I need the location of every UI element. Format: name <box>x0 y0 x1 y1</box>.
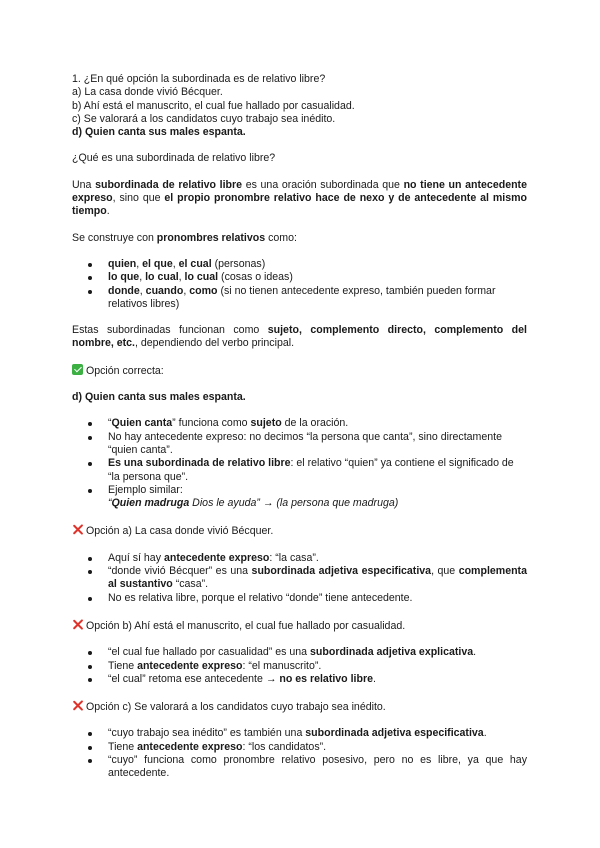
correct-explanation-list <box>72 417 527 510</box>
correct-option-label: Opción correcta: <box>72 364 527 378</box>
list-item: Aquí sí hay antecedente expreso: “la casa”. <box>72 552 527 565</box>
definition-paragraph: Una subordinada de relativo libre es una oración subordinada que no tiene un antecedente expreso, sino que el propio pronombre relativo hace de nexo y de antecedente al mismo tiempo. <box>72 178 527 218</box>
option-c-text: c) Se valorará a los candidatos cuyo trabajo sea inédito. <box>72 112 336 125</box>
option-a-label: Opción a) La casa donde vivió Bécquer. <box>72 524 527 538</box>
check-mark-icon <box>72 364 83 375</box>
list-item: “Quien canta” funciona como sujeto de la oración. <box>72 417 527 430</box>
relative-pronouns-list <box>72 258 527 311</box>
list-item: quien, el que, el cual (personas) <box>72 258 527 271</box>
list-item: No hay antecedente expreso: no decimos “la persona que canta”, sino directamente “quien canta”. <box>72 431 527 458</box>
question-title: 1. ¿En qué opción la subordinada es de relativo libre? <box>72 73 326 85</box>
definition-heading: ¿Qué es una subordinada de relativo libre? <box>72 152 276 165</box>
option-b-explanation-list <box>72 646 527 686</box>
list-item: “cuyo trabajo sea inédito” es también una subordinada adjetiva especificativa. <box>72 727 527 740</box>
option-b-text: b) Ahí está el manuscrito, el cual fue hallado por casualidad. <box>72 99 355 112</box>
option-c-label: Opción c) Se valorará a los candidatos cuyo trabajo sea inédito. <box>72 700 527 714</box>
list-item: No es relativa libre, porque el relativo “donde” tiene antecedente. <box>72 592 527 605</box>
list-item: Tiene antecedente expreso: “el manuscrito”. <box>72 660 527 673</box>
construction-paragraph: Se construye con pronombres relativos como: <box>72 231 297 244</box>
list-item: “el cual” retoma ese antecedente → no es relativo libre. <box>72 673 527 686</box>
option-a-text: a) La casa donde vivió Bécquer. <box>72 86 223 99</box>
function-paragraph: Estas subordinadas funcionan como sujeto, complemento directo, complemento del nombre, etc., dependiendo del verbo principal. <box>72 324 527 350</box>
cross-mark-icon <box>72 619 83 630</box>
list-item: donde, cuando, como (si no tienen antecedente expreso, también pueden formar relativos libres) <box>72 285 527 312</box>
document-body <box>72 73 527 781</box>
list-item: Tiene antecedente expreso: “los candidatos”. <box>72 741 527 754</box>
list-item: “cuyo” funciona como pronombre relativo posesivo, pero no es libre, ya que hay antecedente. <box>72 754 527 781</box>
option-b-label: Opción b) Ahí está el manuscrito, el cual fue hallado por casualidad. <box>72 619 527 633</box>
cross-mark-icon <box>72 524 83 535</box>
list-item: Es una subordinada de relativo libre: el relativo “quien” ya contiene el significado de “la persona que”. <box>72 457 527 484</box>
list-item: “el cual fue hallado por casualidad” es una subordinada adjetiva explicativa. <box>72 646 527 659</box>
option-c-explanation-list <box>72 727 527 780</box>
cross-mark-icon <box>72 700 83 711</box>
correct-answer: d) Quien canta sus males espanta. <box>72 391 246 404</box>
list-item: “donde vivió Bécquer” es una subordinada adjetiva especificativa, que complementa al sustantivo “casa”. <box>72 565 527 592</box>
list-item: Ejemplo similar: “Quien madruga Dios le ayuda” → (la persona que madruga) <box>72 484 527 511</box>
option-d-text: d) Quien canta sus males espanta. <box>72 126 246 139</box>
list-item: lo que, lo cual, lo cual (cosas o ideas) <box>72 271 527 284</box>
option-a-explanation-list <box>72 552 527 605</box>
